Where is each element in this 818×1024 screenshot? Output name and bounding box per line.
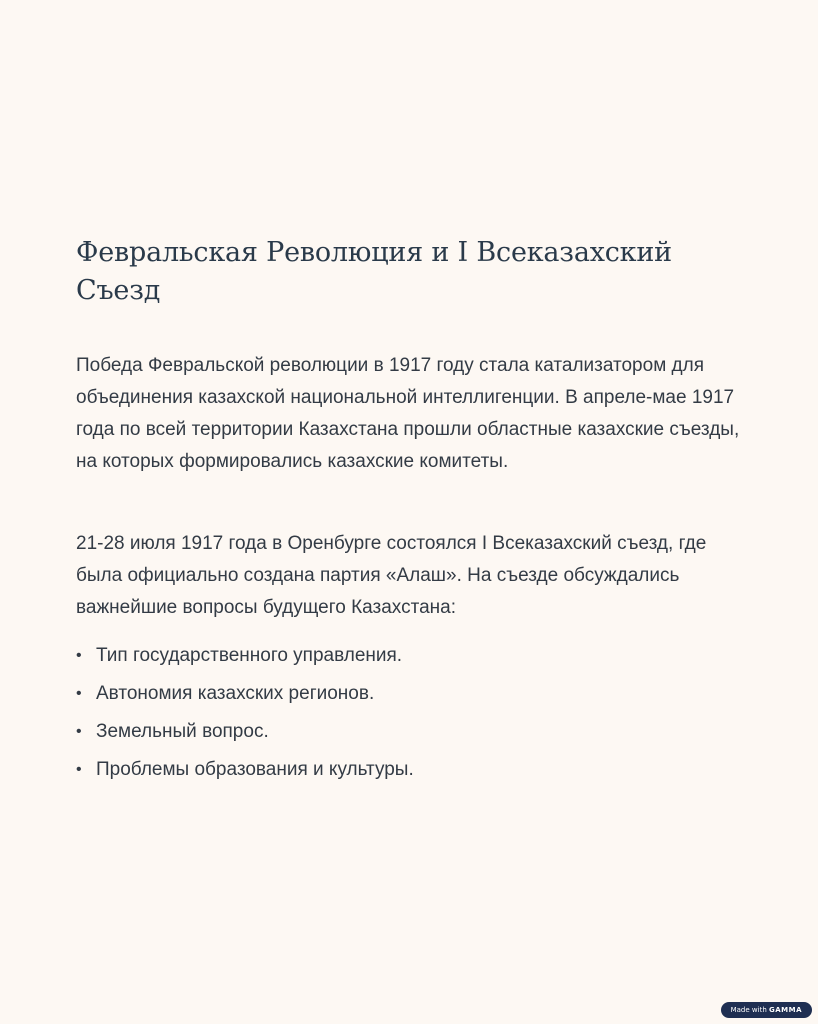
- bullet-icon: •: [76, 761, 82, 778]
- badge-prefix: Made with: [730, 1006, 767, 1014]
- bullet-icon: •: [76, 723, 82, 740]
- issues-list: [76, 643, 756, 783]
- paragraph-intro: Победа Февральской революции в 1917 году стала катализатором для объединения казахской национальной интеллигенции. В апреле-мае 1917 года по всей территории Казахстана прошли областные казахские съезды, на которых формировались казахские комитеты.: [76, 355, 740, 472]
- list-item: [76, 719, 756, 745]
- badge-brand: GAMMA: [768, 1006, 802, 1014]
- list-item: [76, 643, 756, 669]
- list-item: [76, 757, 756, 783]
- list-item-text: Земельный вопрос.: [96, 721, 269, 742]
- bullet-icon: •: [76, 647, 82, 664]
- list-item-text: Автономия казахских регионов.: [96, 683, 375, 704]
- bullet-icon: •: [76, 685, 82, 702]
- list-item-text: Тип государственного управления.: [96, 645, 403, 666]
- page-title: Февральская Революция и I Всеказахский Съезд: [76, 237, 672, 306]
- paragraph-congress: 21-28 июля 1917 года в Оренбурге состоялся I Всеказахский съезд, где была официально создана партия «Алаш». На съезде обсуждались важнейшие вопросы будущего Казахстана:: [76, 533, 707, 618]
- document-content: [76, 234, 756, 795]
- list-item: [76, 681, 756, 707]
- list-item-text: Проблемы образования и культуры.: [96, 759, 414, 780]
- made-with-gamma-badge[interactable]: [721, 1002, 812, 1018]
